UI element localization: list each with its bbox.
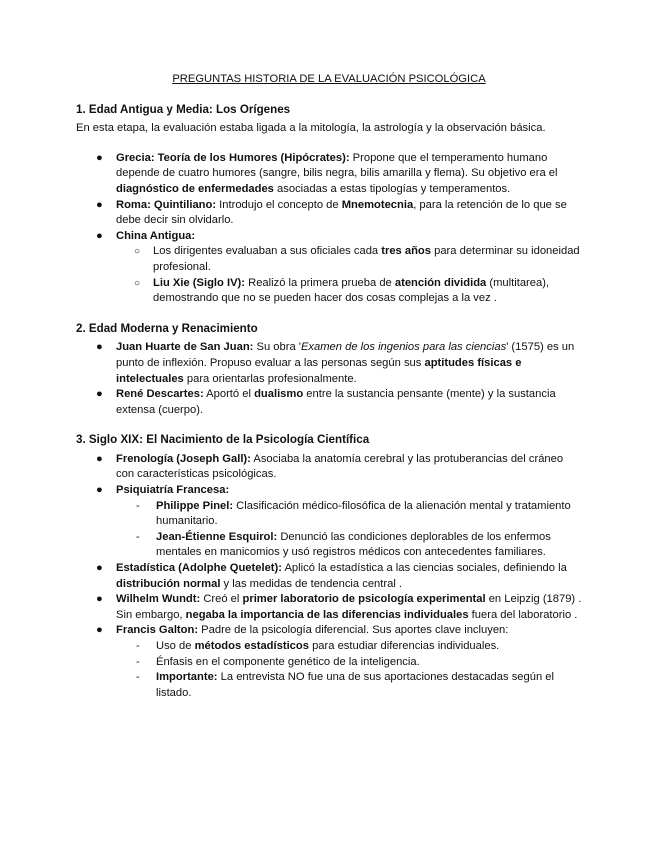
dash-bullet-icon: -: [136, 640, 140, 652]
term: negaba la importancia de las diferencias individuales: [185, 608, 469, 621]
term: Roma: Quintiliano:: [116, 198, 217, 211]
section-1-list: [76, 151, 582, 307]
term: Liu Xie (Siglo IV):: [153, 276, 245, 289]
term: Estadística (Adolphe Quetelet):: [116, 562, 282, 575]
china-sublist: [116, 244, 582, 306]
list-item-huarte: [76, 340, 582, 387]
dash-bullet-icon: -: [136, 671, 140, 684]
bullet-icon: ●: [96, 341, 103, 354]
list-item-grecia: [76, 151, 582, 198]
term: Francis Galton:: [116, 624, 199, 637]
text: y las medidas de tendencia central .: [220, 577, 403, 590]
dash-bullet-icon: -: [136, 499, 140, 512]
text: para orientarlas profesionalmente.: [183, 372, 357, 385]
term: Philippe Pinel:: [156, 499, 234, 512]
term: Wilhelm Wundt:: [116, 593, 201, 606]
section-2-list: [76, 340, 582, 418]
list-item-frenologia: [76, 452, 582, 483]
text: Uso de: [156, 640, 195, 652]
document-title: PREGUNTAS HISTORIA DE LA EVALUACIÓN PSICOLÓGICA: [172, 73, 486, 85]
text: Realizó la primera prueba de: [245, 276, 395, 289]
text: asociadas a estas tipologías y temperamentos.: [273, 182, 511, 195]
sublist-item: [116, 276, 582, 307]
sublist-item: [116, 670, 582, 701]
sublist-item: [116, 499, 582, 530]
term: René Descartes:: [116, 388, 204, 401]
text: Los dirigentes evaluaban a sus oficiales cada: [153, 245, 382, 258]
term: Frenología (Joseph Gall):: [116, 452, 251, 465]
term: Grecia: Teoría de los Humores (Hipócrates):: [116, 151, 350, 164]
term: diagnóstico de enfermedades: [116, 182, 274, 195]
text: Introdujo el concepto de: [216, 198, 342, 211]
section-1-intro: En esta etapa, la evaluación estaba ligada a la mitología, la astrología y la observación básica.: [76, 122, 546, 135]
list-item-galton: [76, 623, 582, 701]
bullet-icon: ●: [96, 452, 103, 465]
term: primer laboratorio de psicología experimental: [242, 593, 486, 606]
document-page: [76, 72, 582, 715]
section-3-list: [76, 452, 582, 702]
dash-bullet-icon: -: [136, 530, 140, 543]
list-item-wundt: [76, 592, 582, 623]
text: Denunció las condiciones deplorables de los enfermos mentales en manicomios y usó registros médicos con antecedentes familiares.: [156, 530, 551, 559]
bullet-icon: ●: [96, 198, 103, 211]
text: Clasificación médico-filosófica de la alienación mental y tratamiento humanitario.: [156, 499, 571, 528]
term: Mnemotecnia: [341, 198, 414, 211]
text: para estudiar diferencias individuales.: [308, 640, 500, 652]
list-item-estadistica: [76, 561, 582, 592]
book-title: Examen de los ingenios para las ciencias: [300, 341, 507, 354]
section-2-heading: 2. Edad Moderna y Renacimiento: [76, 321, 258, 335]
term: Psiquiatría Francesa:: [116, 484, 230, 497]
text: ' (1575) es un punto de inflexión. Propuso evaluar a las personas según sus: [116, 341, 575, 369]
list-item-psiquiatria: [76, 483, 582, 561]
bullet-icon: ●: [96, 593, 103, 606]
bullet-icon: ●: [96, 624, 103, 637]
term: aptitudes físicas e intelectuales: [116, 356, 522, 385]
text: entre la sustancia pensante (mente) y la sustancia extensa (cuerpo).: [116, 388, 556, 416]
circle-bullet-icon: ○: [134, 246, 141, 258]
section-1-heading: 1. Edad Antigua y Media: Los Orígenes: [76, 102, 291, 116]
term: distribución normal: [116, 577, 221, 590]
text: Su obra ': [253, 341, 301, 354]
sublist-item: [116, 530, 582, 561]
term: métodos estadísticos: [194, 640, 309, 652]
bullet-icon: ●: [96, 151, 103, 164]
section-3-heading: 3. Siglo XIX: El Nacimiento de la Psicología Científica: [76, 433, 370, 447]
text: en Leipzig (1879) . Sin embargo,: [116, 593, 582, 621]
text: fuera del laboratorio .: [468, 608, 578, 621]
list-item-descartes: [76, 387, 582, 418]
text: Creó el: [200, 593, 243, 606]
galton-sublist: [116, 639, 582, 701]
term: atención dividida: [394, 276, 487, 289]
bullet-icon: ●: [96, 562, 103, 575]
text: , para la retención de lo que se debe decir sin olvidarlo.: [116, 198, 567, 227]
text: para determinar su idoneidad profesional.: [153, 245, 580, 273]
bullet-icon: ●: [96, 388, 103, 401]
bullet-icon: ●: [96, 229, 103, 242]
text: (multitarea), demostrando que no se pueden hacer dos cosas complejas a la vez .: [153, 276, 550, 305]
text: Énfasis en el componente genético de la inteligencia.: [156, 655, 420, 668]
text: Aportó el: [203, 388, 255, 401]
text: Padre de la psicología diferencial. Sus aportes clave incluyen:: [198, 624, 509, 637]
dash-bullet-icon: -: [136, 655, 140, 668]
sublist-item: [116, 655, 582, 671]
term: Jean-Étienne Esquirol:: [156, 530, 278, 543]
text: Asociaba la anatomía cerebral y las protuberancias del cráneo con características psicológicas.: [116, 452, 564, 481]
psiquiatria-sublist: [116, 499, 582, 561]
term: Importante:: [156, 671, 218, 684]
term: tres años: [381, 245, 431, 258]
list-item-china: [76, 229, 582, 307]
text: La entrevista NO fue una de sus aportaciones destacadas según el listado.: [156, 671, 554, 699]
text: Propone que el temperamento humano depende de cuatro humores (sangre, bilis negra, bilis amarilla y flema). Su objetivo era el: [116, 151, 558, 180]
term: Juan Huarte de San Juan:: [116, 341, 254, 354]
bullet-icon: ●: [96, 484, 103, 497]
circle-bullet-icon: ○: [134, 277, 141, 289]
term: dualismo: [254, 388, 304, 401]
sublist-item: [116, 639, 582, 655]
list-item-roma: [76, 198, 582, 229]
term: China Antigua:: [116, 229, 196, 242]
text: Aplicó la estadística a las ciencias sociales, definiendo la: [281, 562, 567, 575]
sublist-item: [116, 244, 582, 275]
